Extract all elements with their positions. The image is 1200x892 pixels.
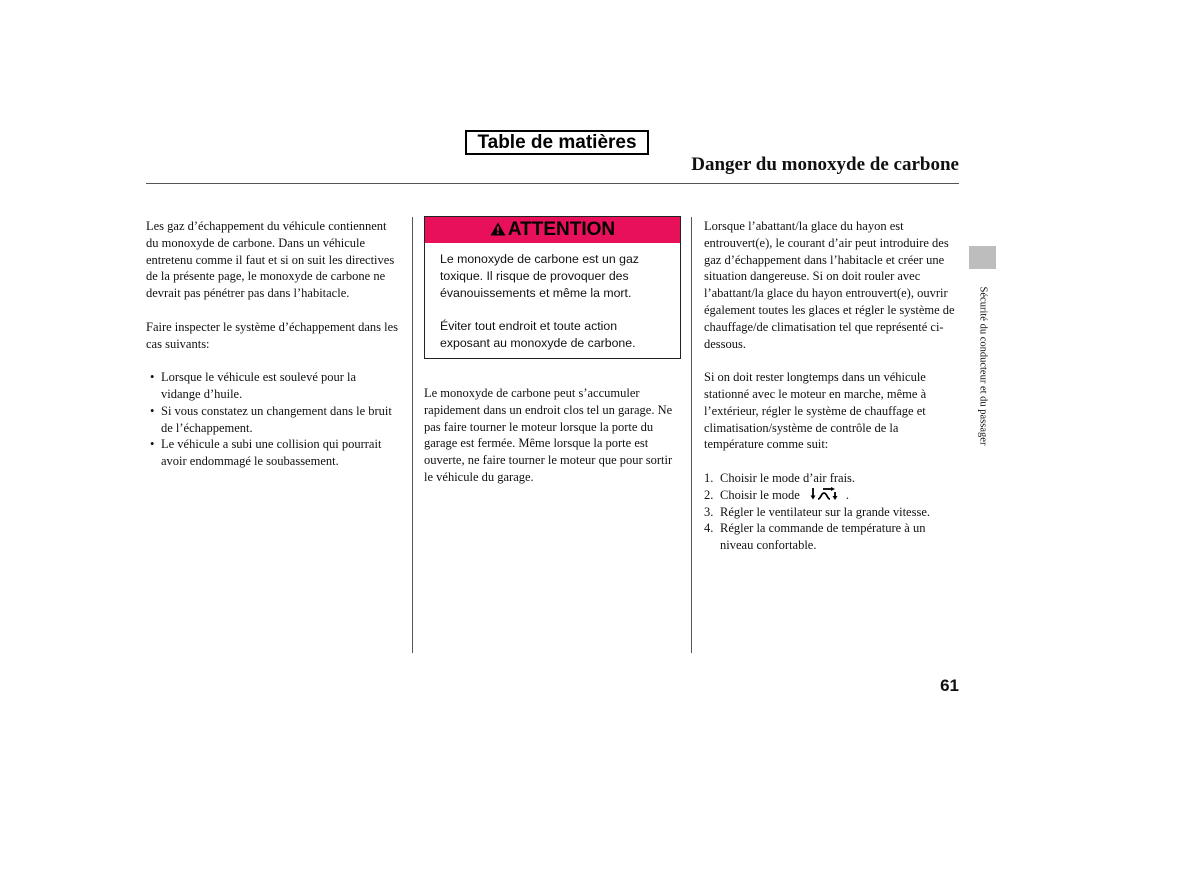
middle-column bbox=[424, 385, 682, 503]
page-title: Danger du monoxyde de carbone bbox=[691, 154, 959, 175]
inspect-paragraph: Faire inspecter le système d’échappement dans les cas suivants: bbox=[146, 319, 398, 351]
attention-paragraph-2: Éviter tout endroit et toute action exposant au monoxyde de carbone. bbox=[440, 319, 636, 350]
list-item: • Si vous constatez un changement dans le bruit de l’échappement. bbox=[146, 403, 398, 437]
parked-paragraph: Si on doit rester longtemps dans un véhicule stationné avec le moteur en marche, même à l’extérieur, régler le système de chauffage et climatisation/système de contrôle de la température comme suit: bbox=[704, 370, 927, 452]
list-item: • Le véhicule a subi une collision qui pourrait avoir endommagé le soubassement. bbox=[146, 436, 398, 470]
steps-list bbox=[704, 470, 960, 554]
floor-vent-mode-icon bbox=[810, 487, 838, 501]
attention-title: ATTENTION bbox=[507, 219, 616, 240]
intro-paragraph: Les gaz d’échappement du véhicule contiennent du monoxyde de carbone. Dans un véhicule entretenu comme il faut et si on suit les directives de la présente page, le monoxyde de carbone ne devrait pas pénétrer pas dans l’habitacle. bbox=[146, 219, 395, 301]
inspection-list bbox=[146, 369, 398, 470]
section-tab-marker bbox=[969, 246, 996, 269]
page-number: 61 bbox=[940, 676, 959, 695]
left-column bbox=[146, 218, 398, 470]
list-item: 1. Choisir le mode d’air frais. bbox=[704, 470, 856, 485]
garage-paragraph: Le monoxyde de carbone peut s’accumuler rapidement dans un endroit clos tel un garage. Ne pas faire tourner le moteur lorsque la porte du garage est fermée. Même lorsque la porte est ouverte, ne faire tourner le moteur que pour sortir le véhicule du garage. bbox=[424, 386, 673, 484]
attention-paragraph-1: Le monoxyde de carbone est un gaz toxique. Il risque de provoquer des évanouissements et même la mort. bbox=[440, 252, 639, 300]
column-divider-right bbox=[691, 217, 692, 653]
list-item: • Lorsque le véhicule est soulevé pour la vidange d’huile. bbox=[146, 369, 398, 403]
attention-body bbox=[425, 243, 680, 352]
table-of-contents-button[interactable]: Table de matières bbox=[465, 130, 649, 155]
warning-triangle-icon bbox=[490, 222, 506, 236]
right-column bbox=[704, 218, 960, 554]
attention-box bbox=[424, 216, 681, 359]
tailgate-paragraph: Lorsque l’abattant/la glace du hayon est entrouvert(e), le courant d’air peut introduire des gaz d’échappement dans l’habitacle et créer une situation dangereuse. Si on doit rouler avec l’abattant/la glace du hayon entrouvert(e), ouvrir également toutes les glaces et régler le système de chauffage/de climatisation tel que représenté ci-dessous. bbox=[704, 219, 955, 351]
list-item: 2. Choisir le mode . bbox=[704, 487, 849, 502]
header-divider bbox=[146, 183, 959, 184]
attention-header bbox=[425, 217, 680, 243]
section-tab-label: Sécurité du conducteur et du passager bbox=[977, 286, 989, 446]
column-divider-left bbox=[412, 217, 413, 653]
list-item: 3. Régler le ventilateur sur la grande vitesse. bbox=[704, 504, 930, 519]
list-item: 4. Régler la commande de température à un niveau confortable. bbox=[704, 521, 926, 553]
